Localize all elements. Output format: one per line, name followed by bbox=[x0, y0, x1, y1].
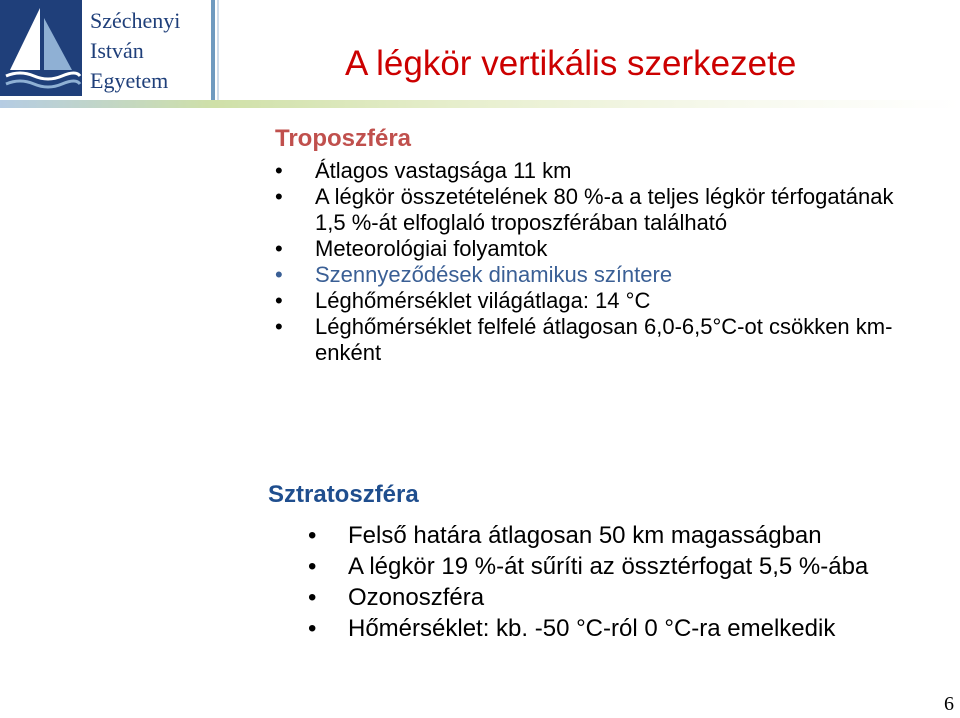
list-item: • A légkör összetételének 80 %-a a teljes légkör térfogatának 1,5 %-át elfoglaló troposzférában található bbox=[275, 184, 905, 236]
header-divider bbox=[211, 0, 215, 108]
list-item: • A légkör 19 %-át sűríti az össztérfogat 5,5 %-ába bbox=[308, 551, 928, 582]
troposphere-list bbox=[275, 158, 905, 366]
logo-line-1: Széchenyi bbox=[90, 8, 181, 33]
list-item: • Léghőmérséklet felfelé átlagosan 6,0-6,5°C-ot csökken km-enként bbox=[275, 314, 905, 366]
page-number: 6 bbox=[944, 693, 954, 715]
list-item: • Ozonoszféra bbox=[308, 582, 928, 613]
list-item: • Hőmérséklet: kb. -50 °C-ról 0 °C-ra emelkedik bbox=[308, 613, 928, 644]
university-logo-icon bbox=[0, 0, 82, 96]
title-underline bbox=[215, 100, 960, 108]
list-item: • Meteorológiai folyamtok bbox=[275, 236, 905, 262]
stratosphere-list bbox=[308, 520, 928, 644]
title-underline-left bbox=[0, 100, 215, 108]
logo-line-2: István bbox=[90, 38, 144, 63]
logo-line-3: Egyetem bbox=[90, 68, 169, 93]
stratosphere-heading: Sztratoszféra bbox=[268, 481, 419, 508]
list-item: • Átlagos vastagsága 11 km bbox=[275, 158, 905, 184]
list-item: • Felső határa átlagosan 50 km magasságban bbox=[308, 520, 928, 551]
header-divider-light bbox=[217, 0, 219, 108]
university-name bbox=[90, 6, 210, 96]
list-item: • Szennyeződések dinamikus színtere bbox=[275, 262, 905, 288]
slide-title: A légkör vertikális szerkezete bbox=[345, 44, 797, 83]
list-item: • Léghőmérséklet világátlaga: 14 °C bbox=[275, 288, 905, 314]
troposphere-heading: Troposzféra bbox=[275, 125, 412, 152]
